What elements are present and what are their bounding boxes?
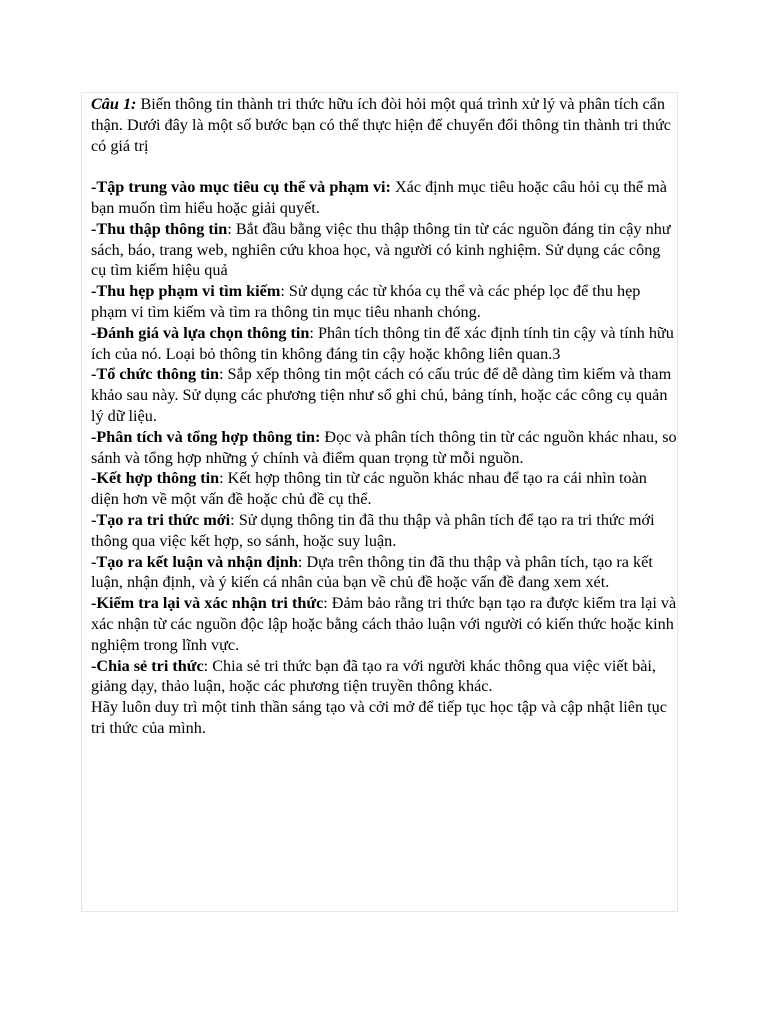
step-label: -Tổ chức thông tin xyxy=(91,365,219,384)
step-paragraph xyxy=(91,177,677,219)
step-paragraph xyxy=(91,427,677,469)
step-text: : Sắp xếp thông tin một cách có cấu trúc để dễ dàng tìm kiếm và tham khảo sau này. Sử dụng các phương tiện như sổ ghi chú, bảng tính, hoặc các công cụ quản lý dữ liệu. xyxy=(91,365,672,425)
step-paragraph xyxy=(91,281,677,323)
step-label: -Tập trung vào mục tiêu cụ thể và phạm vi: xyxy=(91,178,391,197)
step-text: : Dựa trên thông tin đã thu thập và phân tích, tạo ra kết luận, nhận định, và ý kiến cá nhân của bạn về chủ đề hoặc vấn đề đang xem xét. xyxy=(91,552,653,592)
step-label: -Tạo ra tri thức mới xyxy=(91,510,231,529)
step-label: -Kết hợp thông tin xyxy=(91,469,220,488)
document-body xyxy=(91,94,677,739)
step-paragraph xyxy=(91,552,677,594)
question-paragraph xyxy=(91,94,677,156)
step-text: : Sử dụng thông tin đã thu thập và phân tích để tạo ra tri thức mới thông qua việc kết hợp, so sánh, hoặc suy luận. xyxy=(91,510,655,550)
step-text: : Phân tích thông tin để xác định tính tin cậy và tính hữu ích của nó. Loại bỏ thông tin không đáng tin cậy hoặc không liên quan.3 xyxy=(91,323,674,363)
step-text: : Bắt đầu bằng việc thu thập thông tin từ các nguồn đáng tin cậy như sách, báo, trang web, nghiên cứu khoa học, và người có kinh nghiệm. Sử dụng các công cụ tìm kiếm hiệu quả xyxy=(91,219,671,280)
step-label: -Phân tích và tổng hợp thông tin: xyxy=(91,427,321,446)
step-label: -Đánh giá và lựa chọn thông tin xyxy=(91,323,310,342)
step-paragraph xyxy=(91,219,677,281)
step-text: : Đảm bảo rằng tri thức bạn tạo ra được kiểm tra lại và xác nhận từ các nguồn độc lập hoặc bằng cách thảo luận với người có kiến thức hoặc kinh nghiệm trong lĩnh vực. xyxy=(91,594,677,654)
step-label: -Chia sẻ tri thức xyxy=(91,656,204,675)
question-label: Câu 1: xyxy=(91,95,137,113)
step-label: -Tạo ra kết luận và nhận định xyxy=(91,552,298,571)
step-text: Đọc và phân tích thông tin từ các nguồn khác nhau, so sánh và tổng hợp những ý chính và điểm quan trọng từ mỗi nguồn. xyxy=(91,427,677,467)
closing-paragraph: Hãy luôn duy trì một tinh thần sáng tạo và cởi mở để tiếp tục học tập và cập nhật liên tục tri thức của mình. xyxy=(91,698,667,737)
step-paragraph xyxy=(91,364,677,426)
step-text: Xác định mục tiêu hoặc câu hỏi cụ thể mà bạn muốn tìm hiểu hoặc giải quyết. xyxy=(91,178,667,217)
step-label: -Thu thập thông tin xyxy=(91,219,228,238)
step-label: -Thu hẹp phạm vi tìm kiếm xyxy=(91,282,281,301)
step-paragraph xyxy=(91,468,677,510)
step-paragraph xyxy=(91,510,677,552)
step-paragraph xyxy=(91,593,677,655)
step-label: -Kiểm tra lại và xác nhận tri thức xyxy=(91,594,324,613)
step-text: : Sử dụng các từ khóa cụ thể và các phép lọc để thu hẹp phạm vi tìm kiếm và tìm ra thông tin mục tiêu nhanh chóng. xyxy=(91,282,641,321)
step-paragraph xyxy=(91,323,677,365)
step-paragraph xyxy=(91,656,677,698)
question-text: Biến thông tin thành tri thức hữu ích đòi hỏi một quá trình xử lý và phân tích cẩn thận. Dưới đây là một số bước bạn có thể thực hiện để chuyển đổi thông tin thành tri thức có giá trị xyxy=(91,95,671,155)
step-text: : Kết hợp thông tin từ các nguồn khác nhau để tạo ra cái nhìn toàn diện hơn về một vấn đề hoặc chủ đề cụ thể. xyxy=(91,469,647,509)
step-text: : Chia sẻ tri thức bạn đã tạo ra với người khác thông qua việc viết bài, giảng dạy, thảo luận, hoặc các phương tiện truyền thông khác. xyxy=(91,656,656,696)
